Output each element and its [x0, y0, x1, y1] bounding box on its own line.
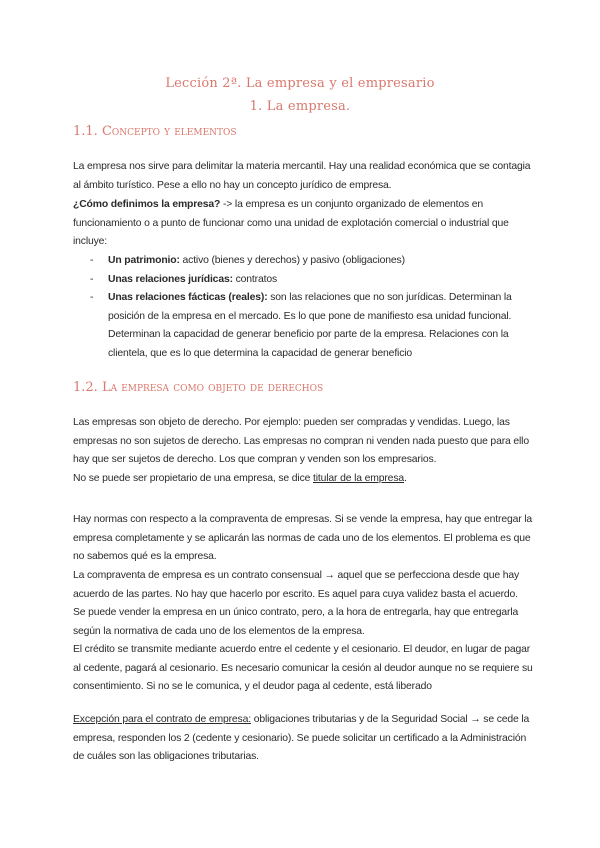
paragraph: Las empresas son objeto de derecho. Por ejemplo: pueden ser compradas y vendidas. Luego, las empresas no son sujetos de derecho. Las empresas no compran ni venden nada puesto que para ello hay que ser sujetos de derecho. Los que compran y venden son los empresarios.: [73, 417, 529, 466]
definition-question: ¿Cómo definimos la empresa?: [73, 199, 221, 210]
bullet-dash: -: [90, 255, 94, 266]
list-item-text: activo (bienes y derechos) y pasivo (obligaciones): [179, 255, 405, 266]
paragraph: La compraventa de empresa es un contrato consensual → aquel que se perfecciona desde que hay acuerdo de las partes. No hay que hacerlo por escrito. Es aquel para cuya validez basta el acuerdo.: [73, 570, 519, 600]
paragraph: Se puede vender la empresa en un único contrato, pero, a la hora de entregarla, hay que entregarla según la normativa de cada uno de los elementos de la empresa.: [73, 607, 519, 637]
paragraph: [73, 470, 533, 489]
section-heading-1-1: 1.1. Concepto y elementos: [73, 124, 237, 139]
bullet-dash: -: [90, 292, 94, 304]
chapter-title: 1. La empresa.: [249, 99, 351, 114]
list-item-text: son las relaciones que no son jurídicas. Determinan la posición de la empresa en el mercado. Es lo que pone de manifiesto esa unidad funcional. Determinan la capacidad de generar beneficio por parte de la empresa. Relaciones con la clientela, que es lo que determina la capacidad de generar beneficio: [108, 292, 512, 359]
list-item-text: contratos: [232, 273, 278, 285]
list-item: [73, 252, 533, 271]
list-item: [73, 271, 533, 290]
list-item: [73, 289, 533, 363]
definition-text: -> la empresa es un conjunto organizado de elementos en funcionamiento o a punto de funcionar como una unidad de explotación comercial o industrial que incluye:: [73, 199, 509, 248]
paragraph: El crédito se transmite mediante acuerdo entre el cedente y el cesionario. El deudor, en lugar de pagar al cedente, pagará al cesionario. Es necesario comunicar la cesión al deudor aunque no se requiere su consentimiento. Si no se le comunica, y el deudor paga al cedente, está liberado: [73, 644, 533, 693]
elements-list: [73, 252, 533, 364]
exception-text: obligaciones tributarias y de la Seguridad Social → se cede la empresa, responden los 2 (cedente y cesionario). Se puede solicitar un certificado a la Administración de cuáles son las obligaciones tributarias.: [73, 714, 530, 763]
paragraph-end: .: [404, 473, 407, 484]
list-item-label: Un patrimonio:: [108, 255, 180, 266]
exception-label: Excepción para el contrato de empresa:: [73, 714, 251, 725]
underlined-term: titular de la empresa: [313, 473, 404, 484]
definition-paragraph: [73, 196, 533, 252]
list-item-label: Unas relaciones jurídicas:: [108, 273, 233, 285]
paragraph: La empresa nos sirve para delimitar la materia mercantil. Hay una realidad económica que se contagia al ámbito turístico. Pese a ello no hay un concepto jurídico de empresa.: [73, 161, 531, 191]
section-heading-1-2: 1.2. La empresa como objeto de derechos: [73, 380, 324, 395]
bullet-dash: -: [90, 273, 94, 285]
paragraph: Hay normas con respecto a la compraventa de empresas. Si se vende la empresa, hay que entregar la empresa completamente y se aplicarán las normas de cada uno de los elementos. El problema es que no sabemos qué es la empresa.: [73, 514, 533, 563]
list-item-label: Unas relaciones fácticas (reales):: [108, 292, 268, 304]
paragraph-text: No se puede ser propietario de una empresa, se dice: [73, 473, 313, 484]
lesson-title: Lección 2ª. La empresa y el empresario: [165, 76, 435, 91]
exception-paragraph: [73, 711, 533, 767]
